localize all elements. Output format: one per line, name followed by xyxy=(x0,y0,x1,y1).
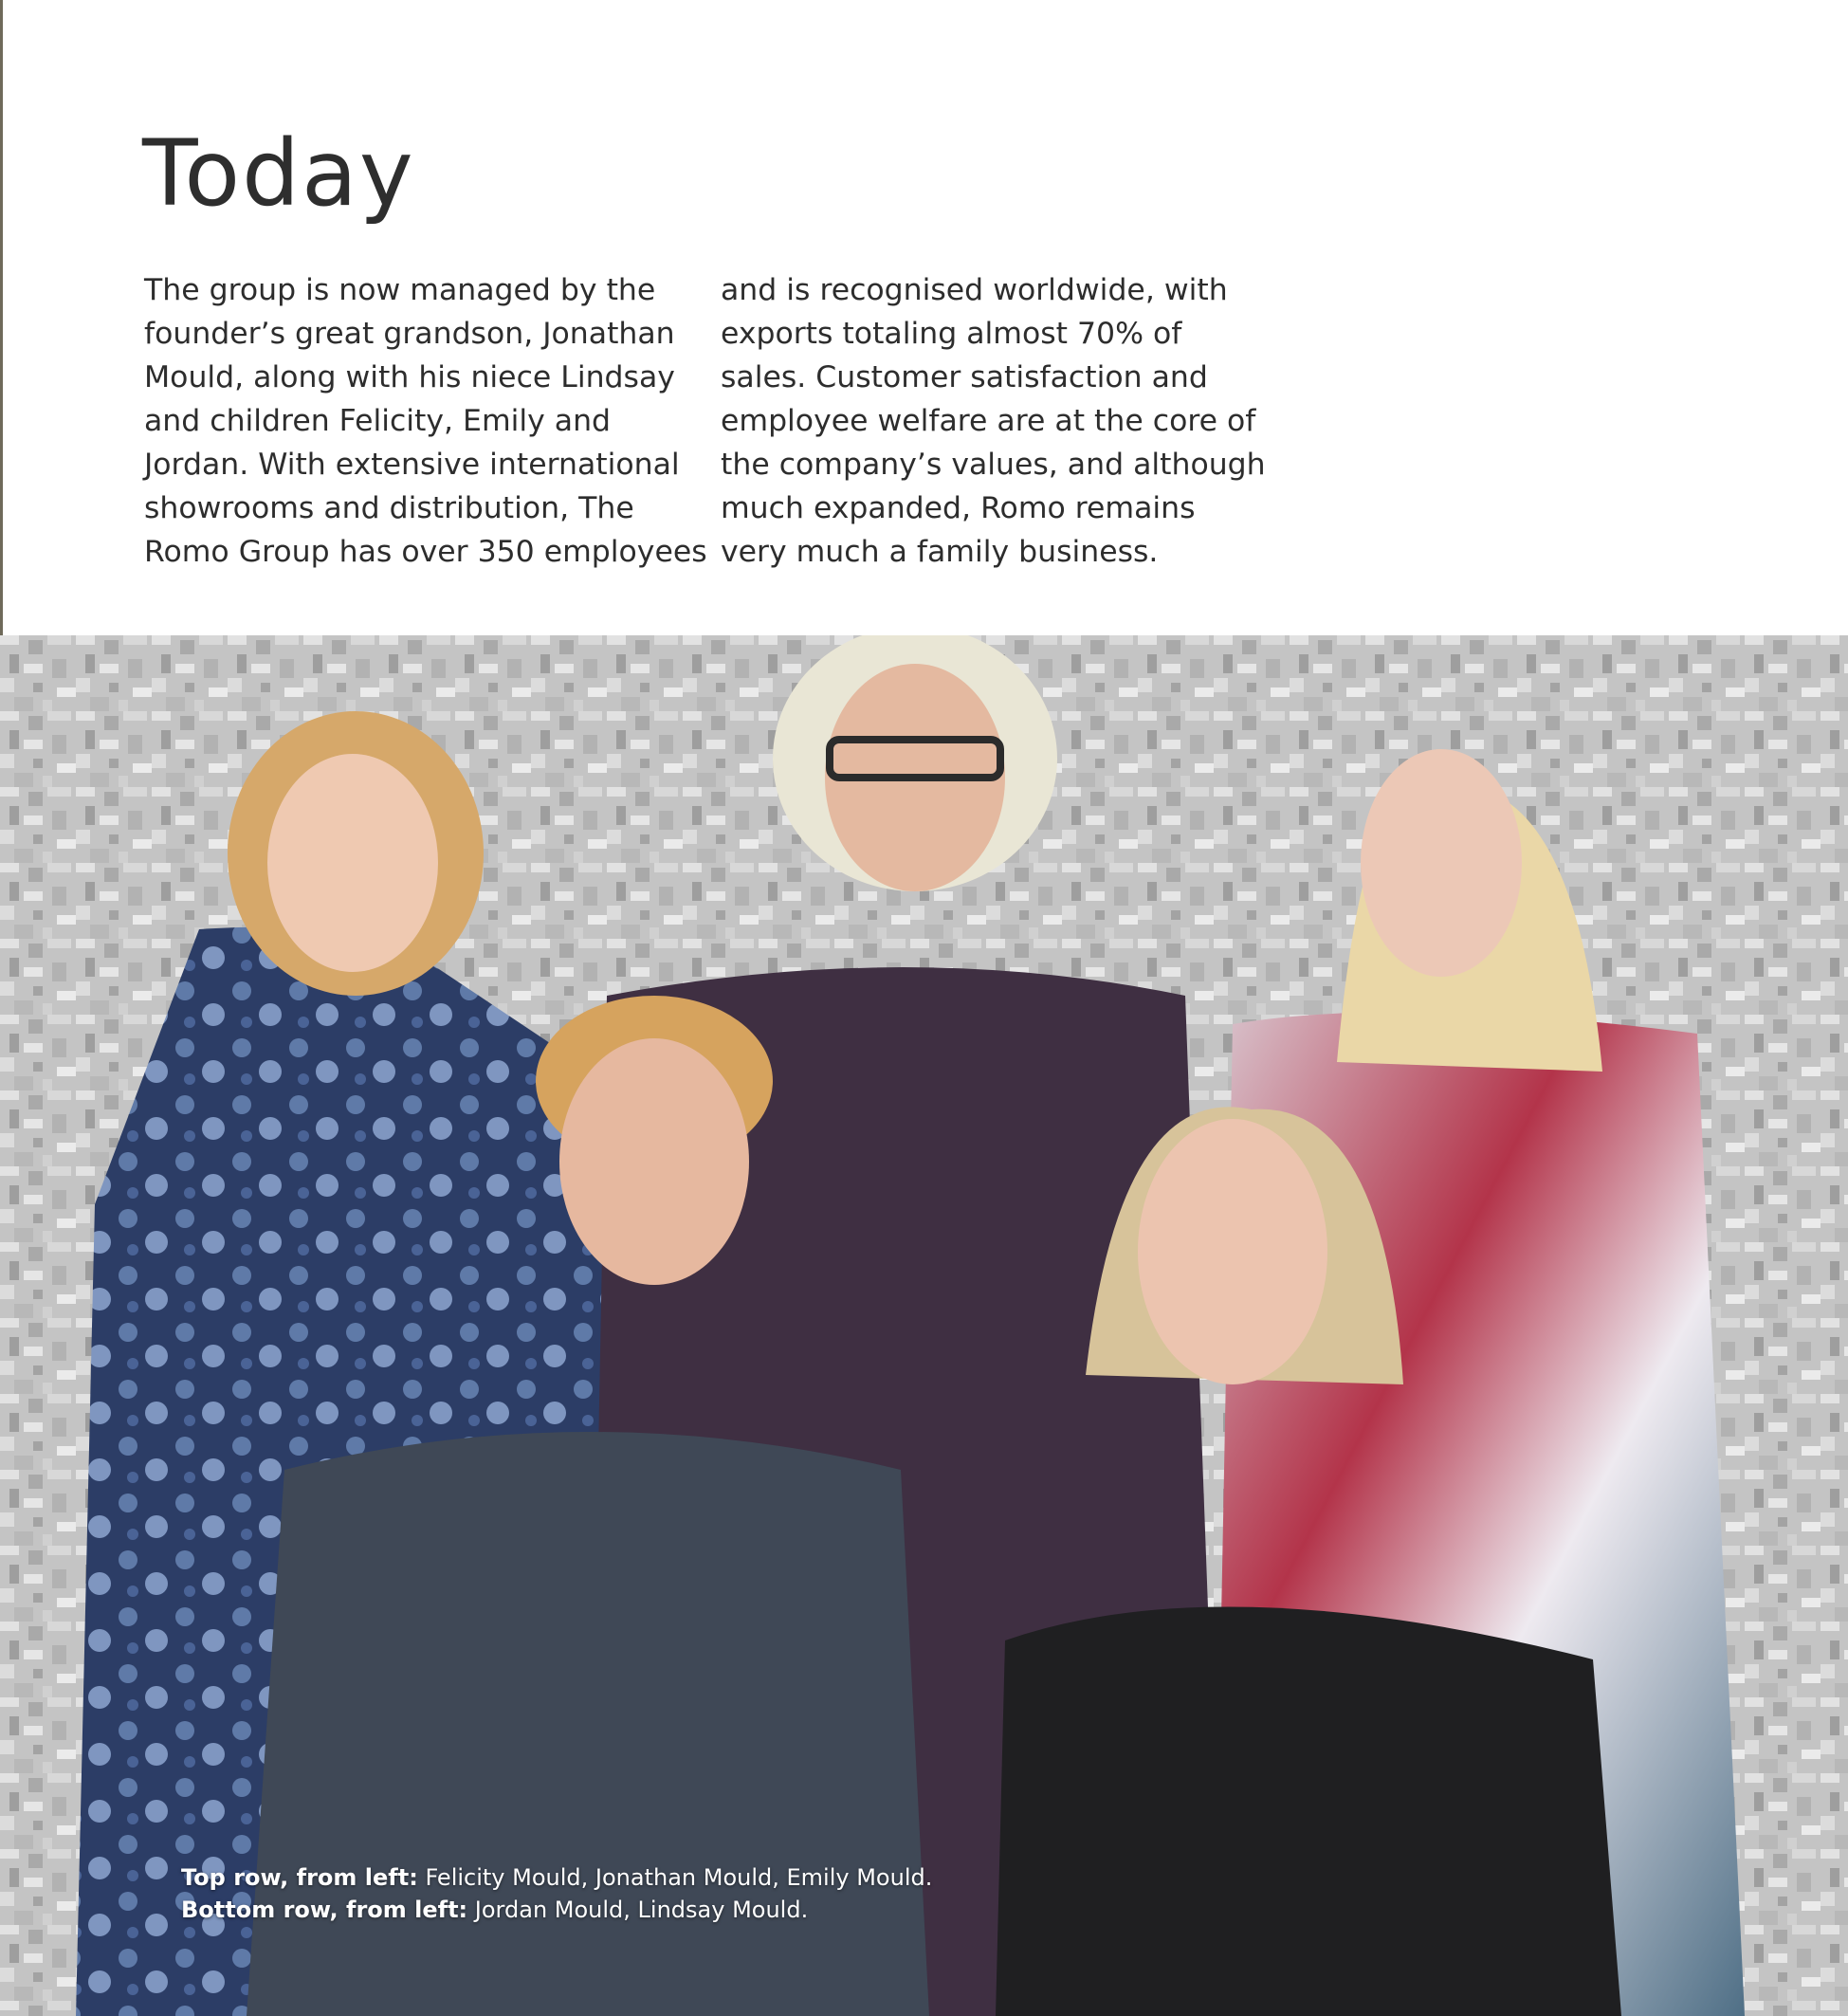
caption-top-row xyxy=(181,1861,932,1894)
text-line: much expanded, Romo remains xyxy=(721,491,1196,525)
text-line: exports totaling almost 70% of xyxy=(721,317,1182,351)
caption-top-row-label: Top row, from left: xyxy=(181,1864,418,1891)
body-text-left-column xyxy=(144,268,707,574)
caption-top-row-names: Felicity Mould, Jonathan Mould, Emily Mould. xyxy=(425,1864,933,1891)
page-title: Today xyxy=(142,120,415,227)
text-line: very much a family business. xyxy=(721,535,1159,569)
text-line: and children Felicity, Emily and xyxy=(144,404,612,438)
text-line: Mould, along with his niece Lindsay xyxy=(144,360,675,394)
text-line: founder’s great grandson, Jonathan xyxy=(144,317,675,351)
text-line: The group is now managed by the xyxy=(144,273,656,307)
text-line: and is recognised worldwide, with xyxy=(721,273,1228,307)
text-line: Romo Group has over 350 employees xyxy=(144,535,707,569)
text-line: showrooms and distribution, The xyxy=(144,491,634,525)
text-line: sales. Customer satisfaction and xyxy=(721,360,1208,394)
text-line: the company’s values, and although xyxy=(721,448,1266,482)
text-line: employee welfare are at the core of xyxy=(721,404,1256,438)
caption-bottom-row-label: Bottom row, from left: xyxy=(181,1897,468,1923)
body-text-right-column xyxy=(721,268,1266,574)
group-portrait-photo xyxy=(0,635,1848,2016)
caption-bottom-row-names: Jordan Mould, Lindsay Mould. xyxy=(474,1897,809,1923)
text-line: Jordan. With extensive international xyxy=(144,448,680,482)
photo-caption xyxy=(181,1861,932,1926)
caption-bottom-row xyxy=(181,1894,932,1926)
